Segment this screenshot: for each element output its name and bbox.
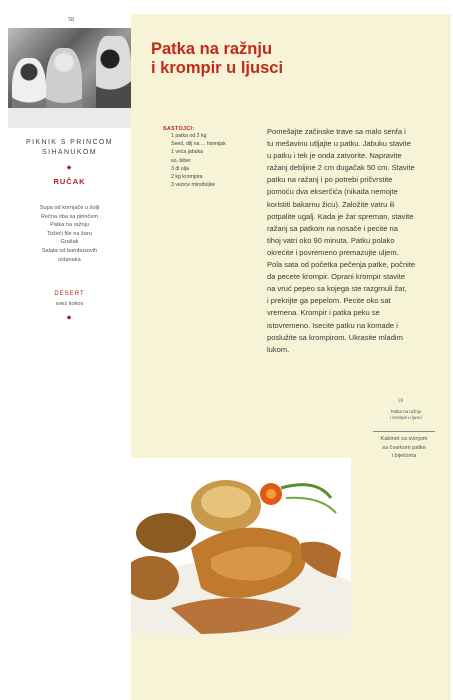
recipe-page [131,14,451,700]
food-photo [131,458,351,634]
lunch-item: izdanaka [58,256,81,263]
food-photo-illustration [131,458,351,634]
ingredients-list [171,132,257,189]
caption-desc-line: sa čvarkom patke [382,444,426,451]
instruction-line: i prekrijte ga pepelom. Pecite oko sat [267,296,391,306]
historical-photo [8,28,131,128]
ingredient: 3 vezice mirođuijke [171,182,216,189]
ingredient: 3 dl ulja [171,165,189,172]
ingredient: 1 patka od 2 kg [171,133,207,139]
lunch-item: Salata od bambusovih [41,247,98,254]
caption-title [376,409,436,421]
ingredient: Seed, dilj na ... hiomijak [171,141,226,148]
ingredient: 1 veća jabuka [171,149,204,156]
instruction-line: koristiti bakarnu žicu). Založite vatru ili [267,199,395,209]
page-number-right: 59 [398,399,403,404]
menu-title-line1: PIKNIK S PRINCOM [26,139,113,146]
recipe-title-line1: Patka na ražnju [151,40,273,58]
lunch-item: Supa od kornjače u šolji [39,205,100,211]
instruction-line: poslužite sa krompirom. Ukrasite mladim [267,332,403,342]
lunch-item: Grašak [60,239,79,246]
dessert-item: sveż kokos [55,301,84,307]
divider-dot: ◆ [66,315,72,321]
instruction-line: Pomešajte začinske trave sa malo senfa i [267,127,406,136]
ingredient: so, biber [171,157,191,164]
instruction-line: lukom. [267,344,290,354]
instruction-line: na vruć pepeo sa kojega ste razgrnuli žar, [267,284,407,294]
instruction-line: patku na ražanj i po potrebi pričvrstite [267,175,393,185]
instruction-line: vremena. Krompir i patka peku se [267,308,380,318]
instruction-line: da pecete krompir. Oprani krompir stavite [267,272,405,282]
lunch-list [8,204,131,264]
instruction-line: u patku i tek je onda zatvorite. Napravite [267,151,402,161]
caption-title-line2: i krompir u ljusci [390,415,422,420]
instruction-line: Pola sata od početka pečenja patke, počnite [267,260,416,270]
divider-dot: ◆ [66,165,72,171]
instruction-line: istovremeno. Isecite patku na komade i [267,320,398,330]
instruction-line: ražanj sa patkom na nosače i pecite na [267,223,398,233]
instruction-line: pomoću dva ekserčića (nikada nemojte [267,187,398,197]
lunch-heading: RUČAK [53,177,86,186]
lunch-item: Rečna riba sa pirinčem [40,213,99,220]
menu-page [8,14,131,382]
caption-description [373,435,435,461]
instruction-line: tihoj vatri oko 90 minuta. Patku polako [267,235,395,245]
recipe-title [151,40,371,78]
lunch-item: Tošeći file na žaru [47,230,92,237]
caption-desc-line: Kabinet sa svinjom [380,436,428,442]
instruction-line: tu mešavinu utljajte u patku. Jabuku stavite [267,139,411,149]
menu-title-line2: SIHANUKOM [42,149,97,156]
dessert-heading: DESERT [54,291,85,297]
instruction-line: okrećite i povremeno premazujte uljem. [267,247,399,257]
caption-title-line1: Patka na ražnju [390,409,422,414]
ingredients-heading: SASTOJCI: [163,126,195,132]
recipe-title-line2: i krompir u ljusci [151,59,284,77]
menu-title [8,138,131,158]
ingredient: 2 kg krompira [171,174,203,181]
instruction-line: potpalite ugalj. Kada je žar spreman, stavite [267,211,414,221]
caption-desc-line: i bijelcima [391,453,417,459]
lunch-item: Patka na ražnju [50,222,89,229]
page-number-left: 58 [68,17,74,23]
recipe-instructions [267,126,443,356]
instruction-line: ražanj debljine 2 cm dugačak 50 cm. Stavite [267,163,415,173]
caption-divider [373,431,435,432]
